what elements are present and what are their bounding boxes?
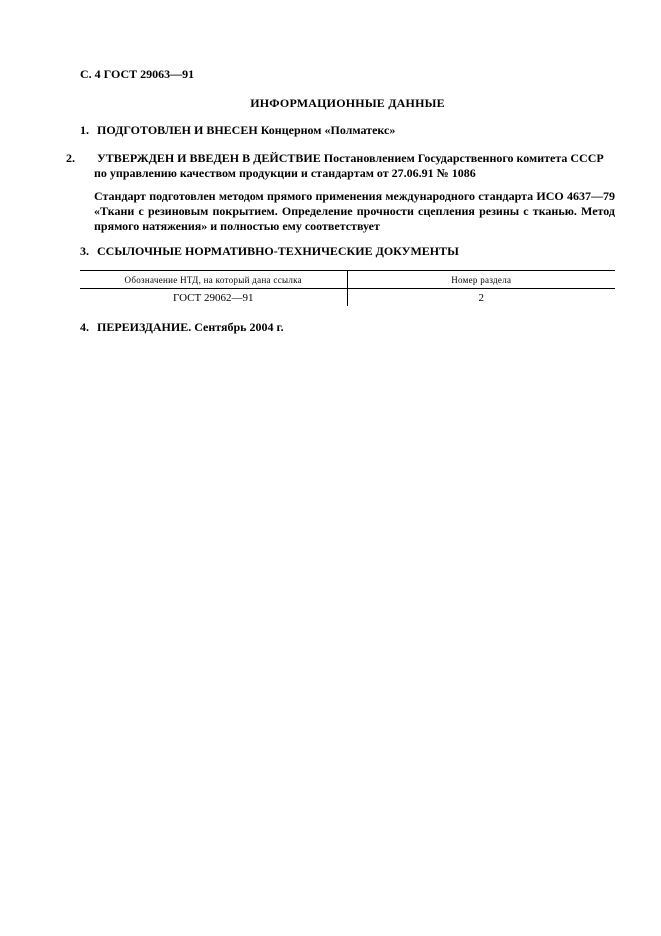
column-header: Обозначение НТД, на который дана ссылка <box>80 271 347 289</box>
standard-note: Стандарт подготовлен методом прямого применения международного стандарта ИСО 4637—79 «Ткани с резиновым покрытием. Определение прочности сцепления резины с тканью. Метод прямого натяжения» и полностью ему соответствует <box>94 189 615 233</box>
info-item-2 <box>66 151 615 181</box>
page-header: С. 4 ГОСТ 29063—91 <box>80 67 195 81</box>
table-cell: ГОСТ 29062—91 <box>80 289 347 307</box>
item-text: Постановлением Государственного комитета СССР по управлению качеством продукции и стандартам от 27.06.91 № 1086 <box>94 151 604 180</box>
table-header-row <box>80 271 615 289</box>
item-heading: ПЕРЕИЗДАНИЕ. <box>97 320 192 334</box>
item-number: 1. <box>80 123 89 137</box>
info-item-4 <box>80 320 615 335</box>
item-text: Сентябрь 2004 г. <box>194 320 284 334</box>
item-text: Концерном «Полматекс» <box>260 123 396 137</box>
item-heading: ПОДГОТОВЛЕН И ВНЕСЕН <box>97 123 258 137</box>
item-number: 2. <box>66 151 75 165</box>
table-row <box>80 289 615 307</box>
section-title: ИНФОРМАЦИОННЫЕ ДАННЫЕ <box>250 96 445 110</box>
item-number: 4. <box>80 320 89 334</box>
info-item-1 <box>80 123 615 138</box>
item-number: 3. <box>80 244 89 258</box>
table-cell: 2 <box>478 291 484 304</box>
column-header: Номер раздела <box>347 271 615 289</box>
item-heading: ССЫЛОЧНЫЕ НОРМАТИВНО-ТЕХНИЧЕСКИЕ ДОКУМЕНТЫ <box>97 244 459 258</box>
info-item-3 <box>80 244 615 259</box>
reference-table <box>80 270 615 306</box>
item-heading: УТВЕРЖДЕН И ВВЕДЕН В ДЕЙСТВИЕ <box>97 151 321 165</box>
